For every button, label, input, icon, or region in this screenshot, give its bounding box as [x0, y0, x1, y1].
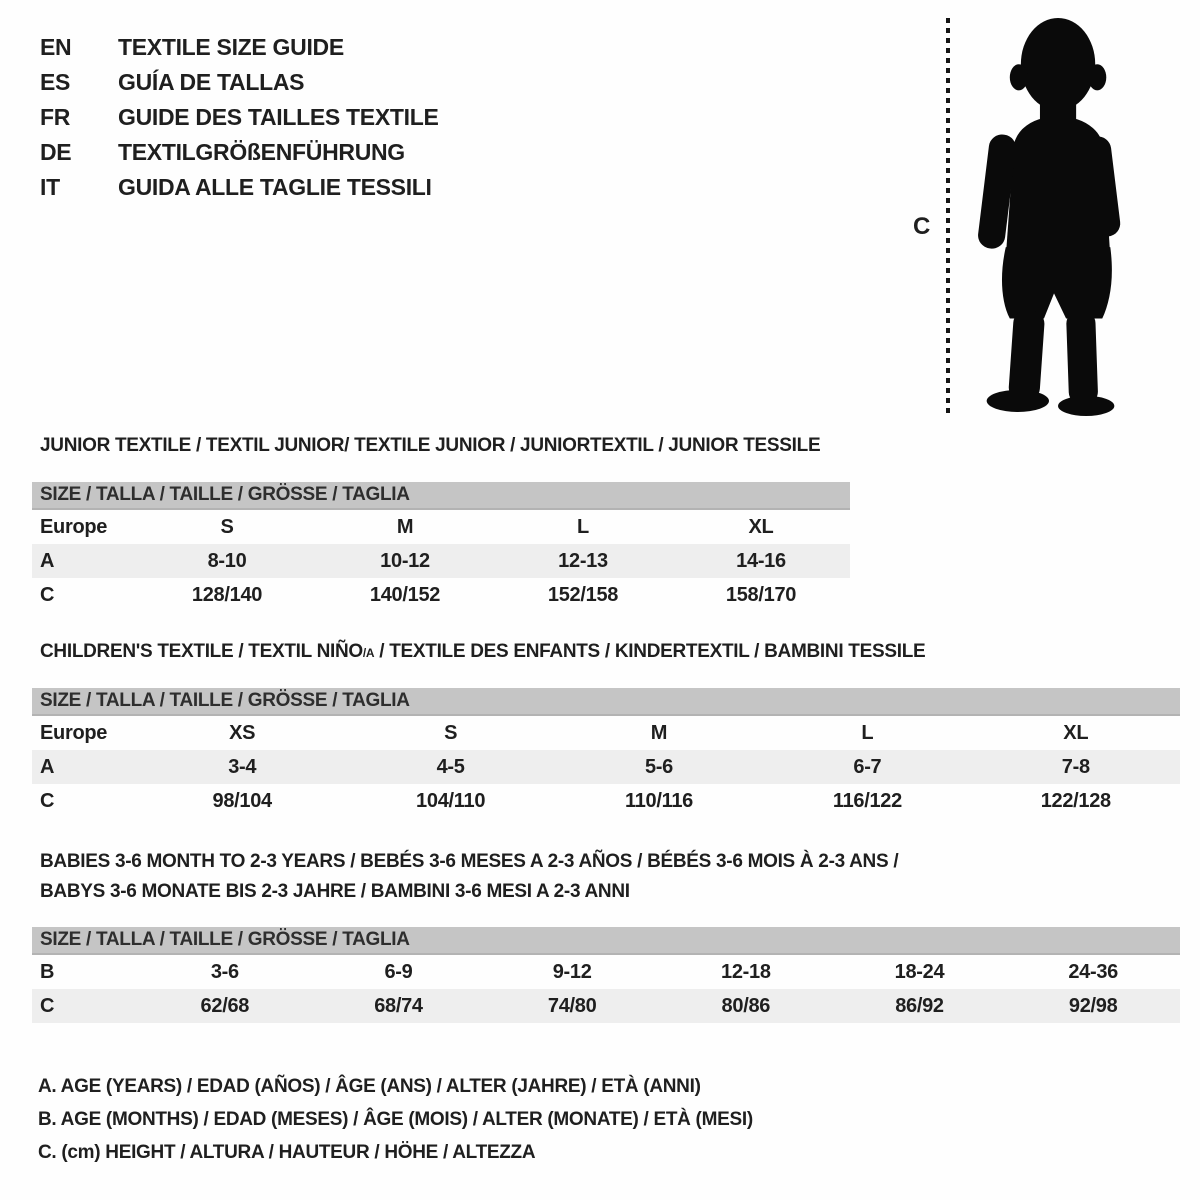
- table-row-age: [32, 544, 850, 578]
- babies-heading-line2: BABYS 3-6 MONATE BIS 2-3 JAHRE / BAMBINI 3-6 MESI A 2-3 ANNI: [40, 881, 630, 902]
- size-header-bar: SIZE / TALLA / TAILLE / GRÖSSE / TAGLIA: [32, 482, 850, 510]
- language-title: GUIDA ALLE TAGLIE TESSILI: [118, 174, 432, 200]
- language-row: [40, 100, 439, 135]
- language-title: GUIDE DES TAILLES TEXTILE: [118, 104, 439, 130]
- value-cell: 3-6: [210, 960, 239, 983]
- language-title: TEXTILGRÖßENFÜHRUNG: [118, 139, 405, 165]
- size-column-header: L: [577, 515, 589, 538]
- row-label-cell: C: [40, 789, 55, 812]
- value-cell: 8-10: [207, 549, 247, 572]
- value-cell: 74/80: [547, 994, 597, 1017]
- children-heading-prefix: CHILDREN'S TEXTILE / TEXTIL NIÑO: [40, 641, 363, 662]
- row-label-cell: C: [40, 994, 55, 1017]
- value-cell: 140/152: [369, 583, 441, 606]
- table-row-age: [32, 750, 1180, 784]
- language-code: EN: [40, 34, 72, 60]
- value-cell: 18-24: [894, 960, 945, 983]
- children-section-heading: [40, 641, 925, 663]
- language-code: ES: [40, 69, 71, 95]
- size-column-header: M: [650, 721, 668, 744]
- legend-line-height: C. (cm) HEIGHT / ALTURA / HAUTEUR / HÖHE / ALTEZZA: [38, 1142, 536, 1163]
- value-cell: 4-5: [436, 755, 465, 778]
- value-cell: 110/116: [624, 789, 693, 812]
- junior-size-table: [32, 482, 850, 612]
- language-list: [40, 30, 439, 205]
- value-cell: 14-16: [736, 549, 786, 572]
- table-header-row: [32, 510, 850, 544]
- language-code: FR: [40, 104, 71, 130]
- language-row: [40, 135, 439, 170]
- size-column-header: XL: [748, 515, 774, 538]
- value-cell: 116/122: [832, 789, 902, 812]
- toddler-silhouette-icon: [962, 14, 1138, 416]
- children-heading-suffix: / TEXTILE DES ENFANTS / KINDERTEXTIL / BAMBINI TESSILE: [374, 641, 926, 662]
- row-label-cell: B: [40, 960, 55, 983]
- value-cell: 12-13: [558, 549, 608, 572]
- height-measure-label: C: [913, 213, 931, 240]
- value-cell: 5-6: [644, 755, 673, 778]
- table-row-height: [32, 578, 850, 612]
- table-header-row: [32, 716, 1180, 750]
- value-cell: 3-4: [228, 755, 257, 778]
- value-cell: 10-12: [380, 549, 430, 572]
- size-column-header: S: [220, 515, 234, 538]
- row-label-cell: A: [40, 755, 55, 778]
- size-column-header: XL: [1063, 721, 1089, 744]
- legend-line-age-years: A. AGE (YEARS) / EDAD (AÑOS) / ÂGE (ANS) / ALTER (JAHRE) / ETÀ (ANNI): [38, 1076, 701, 1097]
- value-cell: 24-36: [1068, 960, 1118, 983]
- junior-section-heading: JUNIOR TEXTILE / TEXTIL JUNIOR/ TEXTILE JUNIOR / JUNIORTEXTIL / JUNIOR TESSILE: [40, 435, 821, 456]
- value-cell: 86/92: [895, 994, 944, 1017]
- table-row-months: [32, 955, 1180, 989]
- legend: [38, 1070, 753, 1169]
- language-row: [40, 30, 439, 65]
- children-size-table: [32, 688, 1180, 818]
- language-title: TEXTILE SIZE GUIDE: [118, 34, 344, 60]
- language-row: [40, 170, 439, 205]
- babies-section-heading: [40, 847, 980, 907]
- region-label-cell: Europe: [40, 721, 108, 744]
- value-cell: 68/74: [374, 994, 423, 1017]
- size-column-header: M: [396, 515, 414, 538]
- value-cell: 92/98: [1068, 994, 1118, 1017]
- language-code: DE: [40, 139, 72, 165]
- size-header-bar: SIZE / TALLA / TAILLE / GRÖSSE / TAGLIA: [32, 927, 1180, 955]
- size-column-header: S: [444, 721, 458, 744]
- babies-heading-line1: BABIES 3-6 MONTH TO 2-3 YEARS / BEBÉS 3-6 MESES A 2-3 AÑOS / BÉBÉS 3-6 MOIS À 2-3 ANS /: [40, 851, 899, 872]
- table-row-height: [32, 784, 1180, 818]
- value-cell: 9-12: [552, 960, 592, 983]
- value-cell: 128/140: [191, 583, 263, 606]
- language-title: GUÍA DE TALLAS: [118, 69, 305, 95]
- size-header-bar: SIZE / TALLA / TAILLE / GRÖSSE / TAGLIA: [32, 688, 1180, 716]
- value-cell: 12-18: [721, 960, 771, 983]
- size-column-header: XS: [229, 721, 256, 744]
- babies-size-table: [32, 927, 1180, 1023]
- value-cell: 6-9: [384, 960, 413, 983]
- value-cell: 80/86: [721, 994, 771, 1017]
- height-measure-dashed-line: [946, 18, 950, 415]
- legend-line-age-months: B. AGE (MONTHS) / EDAD (MESES) / ÂGE (MOIS) / ALTER (MONATE) / ETÀ (MESI): [38, 1109, 753, 1130]
- value-cell: 7-8: [1061, 755, 1090, 778]
- children-heading-sub: /A: [362, 646, 375, 660]
- value-cell: 122/128: [1040, 789, 1111, 812]
- size-column-header: L: [861, 721, 874, 744]
- language-row: [40, 65, 439, 100]
- row-label-cell: C: [40, 583, 55, 606]
- row-label-cell: A: [40, 549, 55, 572]
- value-cell: 62/68: [200, 994, 250, 1017]
- table-row-height: [32, 989, 1180, 1023]
- value-cell: 6-7: [853, 755, 882, 778]
- language-code: IT: [40, 174, 60, 200]
- value-cell: 98/104: [212, 789, 272, 812]
- value-cell: 152/158: [547, 583, 619, 606]
- value-cell: 158/170: [725, 583, 797, 606]
- region-label-cell: Europe: [40, 515, 108, 538]
- value-cell: 104/110: [416, 789, 486, 812]
